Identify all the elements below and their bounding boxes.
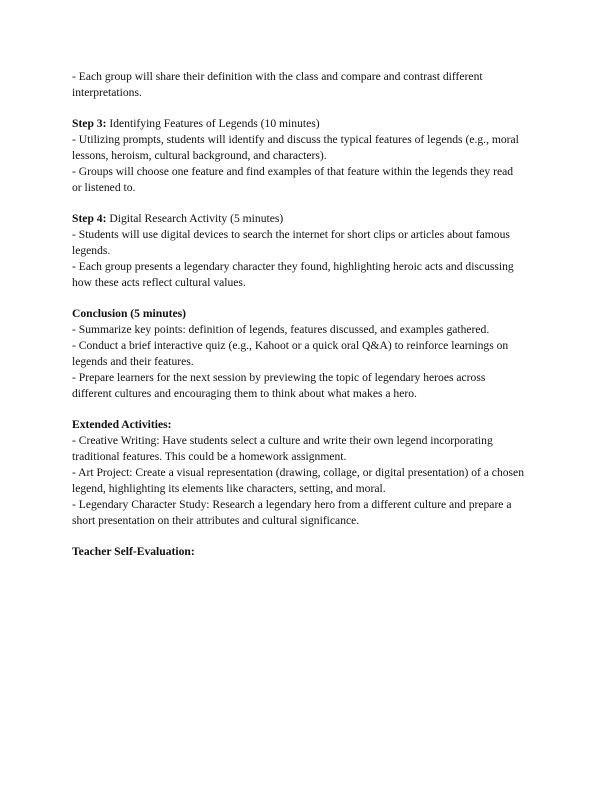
line-text: legends. <box>72 244 111 257</box>
line-text: - Creative Writing: Have students select a culture and write their own legend incorporating <box>72 434 493 447</box>
line-text: interpretations. <box>72 86 142 99</box>
text-line <box>72 370 552 386</box>
line-text: legends and their features. <box>72 355 194 368</box>
bold-heading: Extended Activities: <box>72 418 172 431</box>
line-text: or listened to. <box>72 181 136 194</box>
text-line <box>72 306 552 322</box>
bold-heading: Teacher Self-Evaluation: <box>72 545 195 558</box>
text-line <box>72 132 552 148</box>
document-body <box>72 69 552 575</box>
line-text: legend, highlighting its elements like characters, setting, and moral. <box>72 482 386 495</box>
line-text: traditional features. This could be a homework assignment. <box>72 450 347 463</box>
line-text: lessons, heroism, cultural background, and characters). <box>72 149 327 162</box>
paragraph <box>72 417 552 529</box>
text-line <box>72 449 552 465</box>
text-line <box>72 322 552 338</box>
text-line <box>72 354 552 370</box>
paragraph <box>72 211 552 291</box>
text-line <box>72 164 552 180</box>
text-line <box>72 85 552 101</box>
line-text: different cultures and encouraging them to think about what makes a hero. <box>72 387 417 400</box>
text-line <box>72 433 552 449</box>
text-line <box>72 465 552 481</box>
bold-heading: Step 3: <box>72 117 107 130</box>
line-text: - Summarize key points: definition of legends, features discussed, and examples gathered. <box>72 323 490 336</box>
bold-heading: Conclusion (5 minutes) <box>72 307 187 320</box>
text-line <box>72 513 552 529</box>
line-text: - Groups will choose one feature and find examples of that feature within the legends they read <box>72 165 514 178</box>
text-line <box>72 116 552 132</box>
line-text: - Each group will share their definition with the class and compare and contrast different <box>72 70 483 83</box>
text-line <box>72 69 552 85</box>
text-line <box>72 497 552 513</box>
bold-heading: Step 4: <box>72 212 107 225</box>
text-line <box>72 227 552 243</box>
text-line <box>72 386 552 402</box>
text-line <box>72 211 552 227</box>
line-text: - Legendary Character Study: Research a legendary hero from a different culture and prepare a <box>72 498 512 511</box>
text-line <box>72 481 552 497</box>
text-line <box>72 259 552 275</box>
text-line <box>72 417 552 433</box>
paragraph <box>72 306 552 402</box>
line-text: short presentation on their attributes and cultural significance. <box>72 514 360 527</box>
line-text: - Conduct a brief interactive quiz (e.g., Kahoot or a quick oral Q&A) to reinforce learnings on <box>72 339 509 352</box>
line-text: - Students will use digital devices to search the internet for short clips or articles about famous <box>72 228 510 241</box>
text-line <box>72 544 552 560</box>
paragraph <box>72 544 552 560</box>
line-text: - Art Project: Create a visual representation (drawing, collage, or digital presentation) of a chosen <box>72 466 524 479</box>
text-line <box>72 148 552 164</box>
line-text: - Each group presents a legendary character they found, highlighting heroic acts and discussing <box>72 260 514 273</box>
paragraph <box>72 69 552 101</box>
text-line <box>72 275 552 291</box>
line-text: how these acts reflect cultural values. <box>72 276 246 289</box>
line-text: - Utilizing prompts, students will identify and discuss the typical features of legends (e.g., moral <box>72 133 519 146</box>
text-line <box>72 180 552 196</box>
paragraph <box>72 116 552 196</box>
line-text: Digital Research Activity (5 minutes) <box>106 212 284 225</box>
text-line <box>72 243 552 259</box>
line-text: - Prepare learners for the next session by previewing the topic of legendary heroes across <box>72 371 486 384</box>
text-line <box>72 338 552 354</box>
line-text: Identifying Features of Legends (10 minutes) <box>106 117 320 130</box>
